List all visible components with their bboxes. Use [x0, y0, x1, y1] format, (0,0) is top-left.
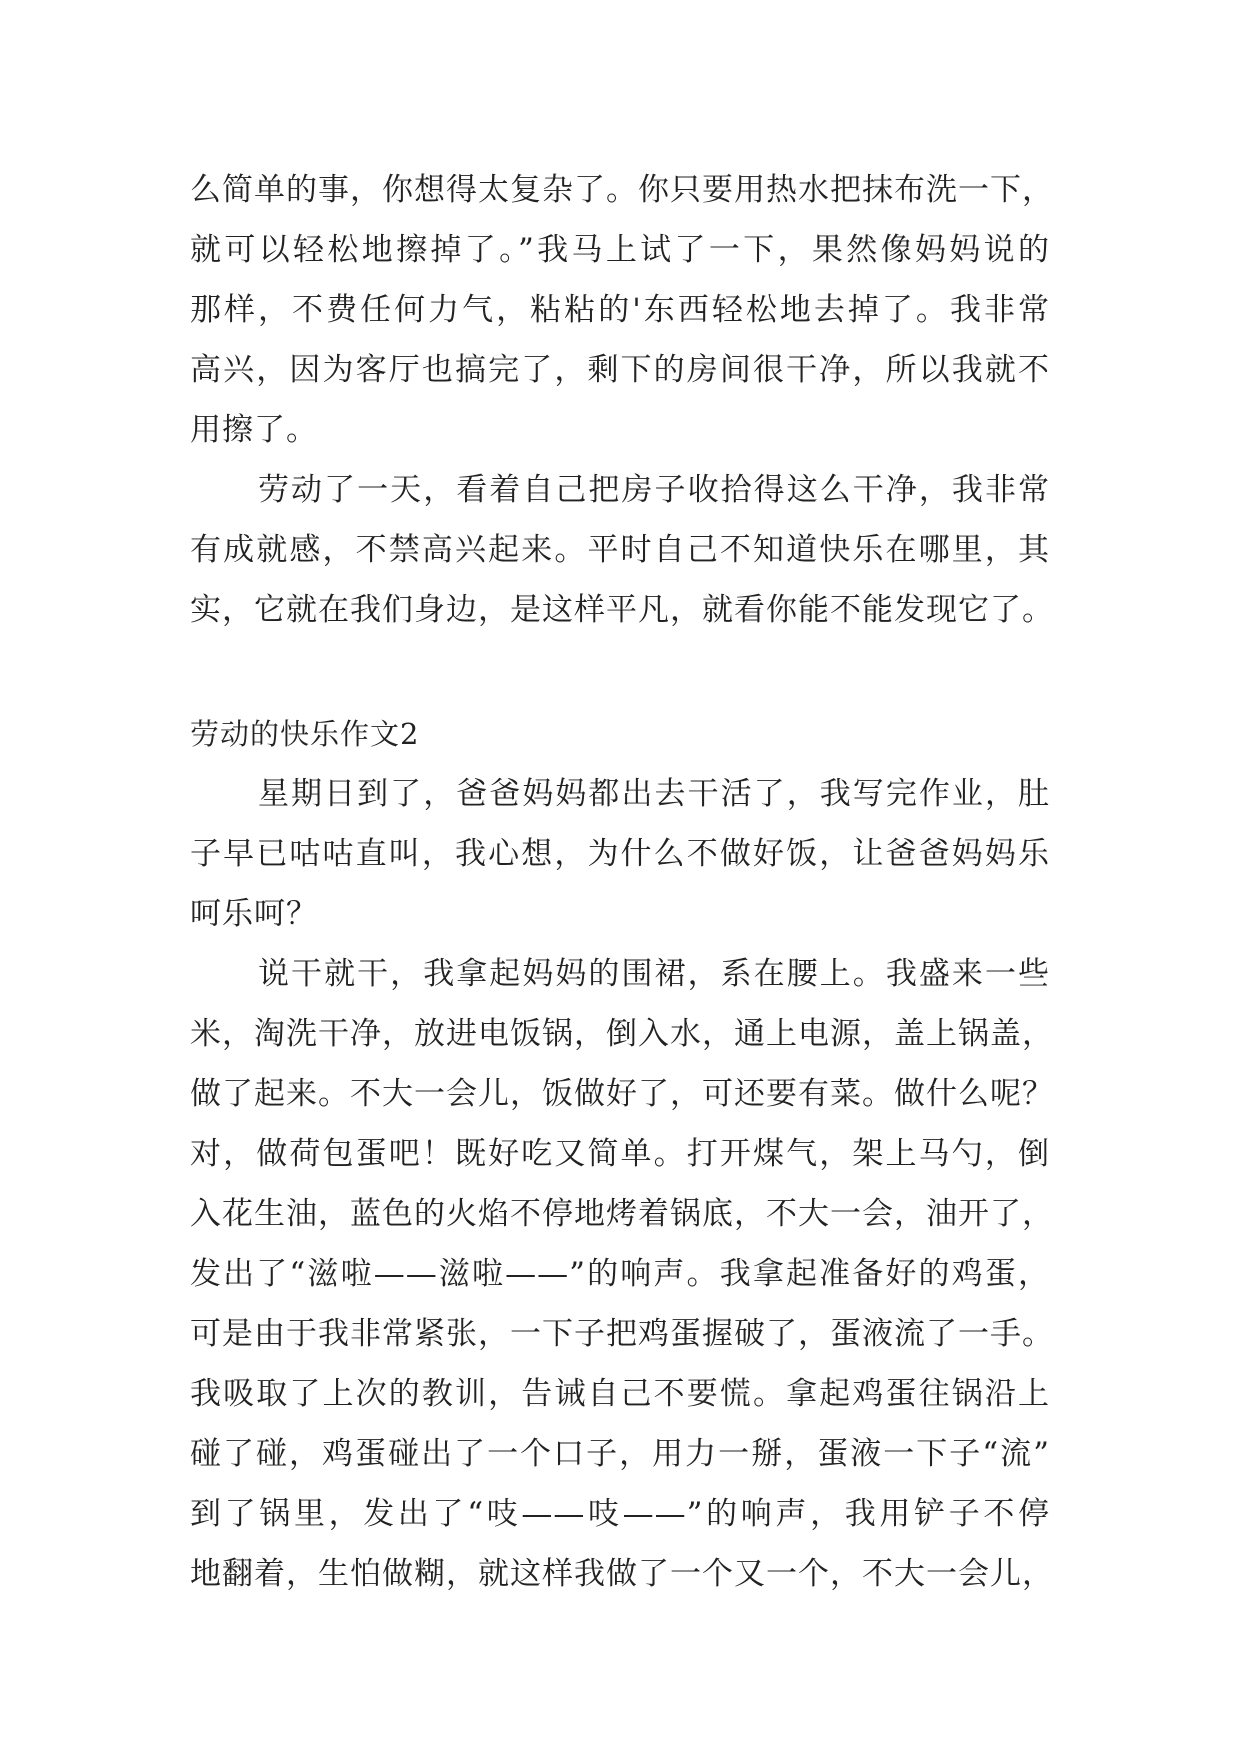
section-heading: 劳动的快乐作文2 [190, 717, 420, 751]
paragraph [190, 160, 1054, 460]
text-line: 说干就干，我拿起妈妈的围裙，系在腰上。我盛来一些 [258, 956, 1050, 992]
text-line: 子早已咕咕直叫，我心想，为什么不做好饭，让爸爸妈妈乐 [190, 836, 1050, 872]
text-line: 可是由于我非常紧张，一下子把鸡蛋握破了，蛋液流了一手。 [190, 1316, 1054, 1352]
text-line: 我吸取了上次的教训，告诫自己不要慌。拿起鸡蛋往锅沿上 [190, 1376, 1050, 1412]
paragraph [190, 460, 1054, 640]
paragraph [190, 764, 1050, 944]
text-line: 么简单的事，你想得太复杂了。你只要用热水把抹布洗一下， [190, 172, 1054, 208]
text-line: 呵乐呵？ [190, 896, 318, 932]
paragraph [190, 944, 1054, 1604]
text-line: 发出了“滋啦——滋啦——”的响声。我拿起准备好的鸡蛋， [190, 1256, 1050, 1292]
text-line: 星期日到了，爸爸妈妈都出去干活了，我写完作业，肚 [258, 776, 1050, 812]
text-line: 有成就感，不禁高兴起来。平时自己不知道快乐在哪里，其 [190, 532, 1050, 568]
document-body [190, 160, 1054, 1604]
text-line: 碰了碰，鸡蛋碰出了一个口子，用力一掰，蛋液一下子“流” [190, 1436, 1050, 1472]
text-line: 那样，不费任何力气，粘粘的'东西轻松地去掉了。我非常 [190, 292, 1050, 328]
text-line: 做了起来。不大一会儿，饭做好了，可还要有菜。做什么呢？ [190, 1076, 1054, 1112]
text-line: 对，做荷包蛋吧！既好吃又简单。打开煤气，架上马勺，倒 [190, 1136, 1050, 1172]
text-line: 米，淘洗干净，放进电饭锅，倒入水，通上电源，盖上锅盖， [190, 1016, 1054, 1052]
text-line: 用擦了。 [190, 412, 318, 448]
text-line: 到了锅里，发出了“吱——吱——”的响声，我用铲子不停 [190, 1496, 1050, 1532]
text-line: 高兴，因为客厅也搞完了，剩下的房间很干净，所以我就不 [190, 352, 1050, 388]
text-line: 入花生油，蓝色的火焰不停地烤着锅底，不大一会，油开了， [190, 1196, 1054, 1232]
text-line: 就可以轻松地擦掉了。”我马上试了一下，果然像妈妈说的 [190, 232, 1050, 268]
text-line: 实，它就在我们身边，是这样平凡，就看你能不能发现它了。 [190, 592, 1054, 628]
text-line: 地翻着，生怕做糊，就这样我做了一个又一个，不大一会儿， [190, 1556, 1054, 1592]
text-line: 劳动了一天，看着自己把房子收拾得这么干净，我非常 [258, 472, 1050, 508]
section-gap [190, 640, 1050, 704]
